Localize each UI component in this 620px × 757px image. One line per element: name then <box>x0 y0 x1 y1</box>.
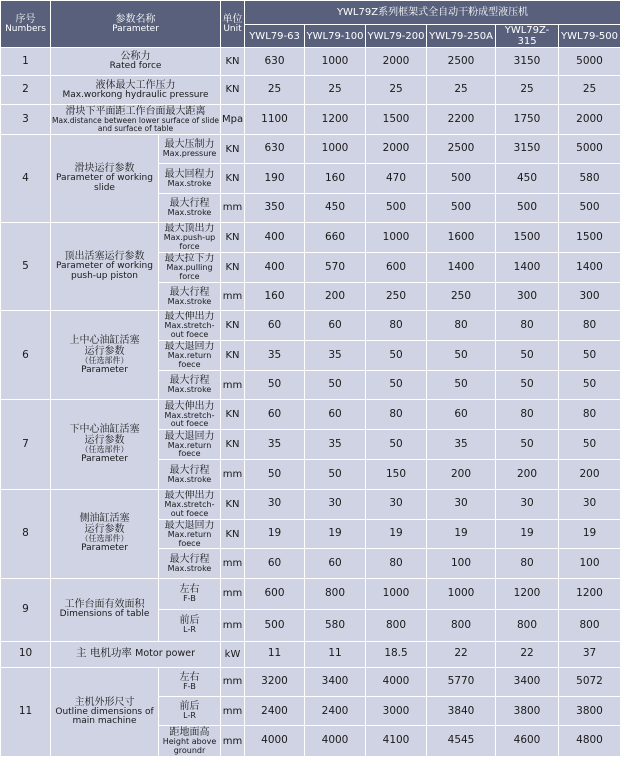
value-cell: 50 <box>305 371 366 400</box>
value-cell: 19 <box>245 519 305 549</box>
value-cell: 1750 <box>496 104 559 134</box>
value-cell: 500 <box>427 193 496 222</box>
unit-cell: mm <box>221 282 245 310</box>
value-cell: 50 <box>559 371 620 400</box>
unit-cell: KN <box>221 489 245 519</box>
value-cell: 25 <box>496 76 559 104</box>
value-cell: 190 <box>245 164 305 193</box>
value-cell: 3200 <box>245 667 305 696</box>
value-cell: 500 <box>559 193 620 222</box>
unit-cell: KN <box>221 311 245 341</box>
value-cell: 580 <box>559 164 620 193</box>
value-cell: 400 <box>245 222 305 252</box>
value-cell: 100 <box>427 549 496 578</box>
value-cell: 160 <box>305 164 366 193</box>
subparam-cell: 最大退回力 Max.return foece <box>159 519 221 549</box>
value-cell: 60 <box>245 311 305 341</box>
value-cell: 22 <box>427 641 496 667</box>
unit-cell: KN <box>221 252 245 282</box>
table-row <box>1 400 620 430</box>
unit-cell: mm <box>221 726 245 757</box>
value-cell: 3800 <box>559 697 620 726</box>
value-cell: 50 <box>496 430 559 460</box>
value-cell: 3000 <box>366 697 427 726</box>
value-cell: 580 <box>305 610 366 641</box>
value-cell: 500 <box>245 610 305 641</box>
value-cell: 80 <box>366 549 427 578</box>
subparam-cell: 前后 L-R <box>159 697 221 726</box>
value-cell: 80 <box>496 311 559 341</box>
value-cell: 1400 <box>496 252 559 282</box>
value-cell: 35 <box>245 430 305 460</box>
param-cell: 滑块下平面距工作台面最大距离 Max.distance between lower surface of slide and surface of table <box>52 105 219 133</box>
value-cell: 600 <box>366 252 427 282</box>
row-number: 4 <box>1 135 51 223</box>
subparam-cell: 左右 F-B <box>159 667 221 696</box>
value-cell: 300 <box>496 282 559 310</box>
subparam-cell: 最大顶出力 Max.push-up force <box>159 222 221 252</box>
value-cell: 1000 <box>305 48 366 76</box>
value-cell: 2000 <box>366 135 427 164</box>
unit-cell: KN <box>221 164 245 193</box>
value-cell: 1200 <box>559 578 620 609</box>
unit-cell: mm <box>221 697 245 726</box>
value-cell: 50 <box>245 460 305 489</box>
unit-cell: KN <box>221 400 245 430</box>
value-cell: 5000 <box>559 48 620 76</box>
value-cell: 3150 <box>496 48 559 76</box>
row-number: 2 <box>1 76 51 104</box>
value-cell: 1400 <box>559 252 620 282</box>
value-cell: 50 <box>559 430 620 460</box>
value-cell: 30 <box>559 489 620 519</box>
value-cell: 50 <box>427 341 496 371</box>
value-cell: 450 <box>305 193 366 222</box>
value-cell: 470 <box>366 164 427 193</box>
table-row <box>1 76 620 104</box>
value-cell: 3840 <box>427 697 496 726</box>
value-cell: 3400 <box>305 667 366 696</box>
value-cell: 100 <box>559 549 620 578</box>
subparam-cell: 距地面高 Height above groundr <box>159 726 221 757</box>
value-cell: 60 <box>245 549 305 578</box>
unit-cell: KN <box>221 76 245 104</box>
value-cell: 160 <box>245 282 305 310</box>
value-cell: 800 <box>305 578 366 609</box>
value-cell: 200 <box>305 282 366 310</box>
subparam-cell: 最大拉下力 Max.pulling force <box>159 252 221 282</box>
table-row <box>1 222 620 252</box>
value-cell: 4100 <box>366 726 427 757</box>
value-cell: 5770 <box>427 667 496 696</box>
value-cell: 3400 <box>496 667 559 696</box>
value-cell: 630 <box>245 48 305 76</box>
unit-cell: KN <box>221 430 245 460</box>
value-cell: 630 <box>245 135 305 164</box>
row-number: 3 <box>1 104 51 134</box>
row-number: 8 <box>1 489 51 578</box>
row-number: 10 <box>1 641 51 667</box>
unit-cell: Mpa <box>221 104 245 134</box>
value-cell: 660 <box>305 222 366 252</box>
value-cell: 19 <box>496 519 559 549</box>
param-cell: 滑块运行参数 Parameter of working slide <box>51 135 159 223</box>
param-cell: 侧油缸活塞 运行参数 （任选部件） Parameter <box>51 489 159 578</box>
value-cell: 22 <box>496 641 559 667</box>
value-cell: 19 <box>305 519 366 549</box>
value-cell: 11 <box>305 641 366 667</box>
subparam-cell: 最大压制力 Max.pressure <box>159 135 221 164</box>
value-cell: 80 <box>366 400 427 430</box>
value-cell: 18.5 <box>366 641 427 667</box>
value-cell: 60 <box>305 400 366 430</box>
value-cell: 800 <box>427 610 496 641</box>
value-cell: 25 <box>366 76 427 104</box>
unit-cell: kW <box>221 641 245 667</box>
header-unit: 单位 Unit <box>221 1 245 48</box>
subparam-cell: 最大退回力 Max.return foece <box>159 430 221 460</box>
unit-cell: mm <box>221 371 245 400</box>
row-number: 1 <box>1 48 51 76</box>
value-cell: 30 <box>305 489 366 519</box>
param-cell: 液体最大工作压力 Max.workong hydraulic pressure <box>51 76 221 104</box>
value-cell: 250 <box>366 282 427 310</box>
value-cell: 50 <box>245 371 305 400</box>
value-cell: 50 <box>305 460 366 489</box>
subparam-cell: 最大伸出力 Max.stretch-out foece <box>159 489 221 519</box>
param-cell: 下中心油缸活塞 运行参数 （任选部件） Parameter <box>51 400 159 489</box>
value-cell: 1400 <box>427 252 496 282</box>
value-cell: 500 <box>496 193 559 222</box>
value-cell: 450 <box>496 164 559 193</box>
value-cell: 800 <box>496 610 559 641</box>
unit-cell: mm <box>221 460 245 489</box>
value-cell: 60 <box>427 400 496 430</box>
header-parameter: 参数名称 Parameter <box>51 1 221 48</box>
value-cell: 800 <box>559 610 620 641</box>
value-cell: 80 <box>366 311 427 341</box>
value-cell: 19 <box>427 519 496 549</box>
value-cell: 80 <box>427 311 496 341</box>
value-cell: 50 <box>366 430 427 460</box>
value-cell: 2000 <box>559 104 620 134</box>
value-cell: 570 <box>305 252 366 282</box>
value-cell: 500 <box>427 164 496 193</box>
value-cell: 60 <box>245 400 305 430</box>
subparam-cell: 最大伸出力 Max.stretch-out foece <box>159 311 221 341</box>
value-cell: 150 <box>366 460 427 489</box>
value-cell: 300 <box>559 282 620 310</box>
value-cell: 1500 <box>559 222 620 252</box>
value-cell: 400 <box>245 252 305 282</box>
value-cell: 30 <box>245 489 305 519</box>
unit-cell: mm <box>221 667 245 696</box>
subparam-cell: 前后 L-R <box>159 610 221 641</box>
value-cell: 1000 <box>366 222 427 252</box>
header-model: YWL79-500 <box>559 25 620 48</box>
param-cell: 上中心油缸活塞 运行参数 （任选部件） Parameter <box>51 311 159 400</box>
value-cell: 50 <box>559 341 620 371</box>
param-cell: 主机外形尺寸 Outline dimensions of main machine <box>51 667 159 756</box>
value-cell: 50 <box>366 341 427 371</box>
param-cell: 顶出活塞运行参数 Parameter of working push-up piston <box>51 222 159 310</box>
value-cell: 5000 <box>559 135 620 164</box>
value-cell: 1500 <box>366 104 427 134</box>
value-cell: 11 <box>245 641 305 667</box>
value-cell: 80 <box>496 400 559 430</box>
header-model: YWL79-63 <box>245 25 305 48</box>
value-cell: 1000 <box>366 578 427 609</box>
subparam-cell: 最大行程 Max.stroke <box>159 460 221 489</box>
value-cell: 2400 <box>305 697 366 726</box>
value-cell: 4600 <box>496 726 559 757</box>
value-cell: 200 <box>496 460 559 489</box>
value-cell: 80 <box>559 311 620 341</box>
value-cell: 200 <box>427 460 496 489</box>
value-cell: 30 <box>366 489 427 519</box>
value-cell: 2000 <box>366 48 427 76</box>
value-cell: 19 <box>559 519 620 549</box>
value-cell: 30 <box>427 489 496 519</box>
value-cell: 25 <box>427 76 496 104</box>
value-cell: 50 <box>366 371 427 400</box>
table-row <box>1 135 620 164</box>
value-cell: 1600 <box>427 222 496 252</box>
value-cell: 35 <box>427 430 496 460</box>
value-cell: 50 <box>427 371 496 400</box>
value-cell: 1200 <box>496 578 559 609</box>
value-cell: 50 <box>496 341 559 371</box>
table-row <box>1 104 620 134</box>
value-cell: 600 <box>245 578 305 609</box>
value-cell: 1000 <box>305 135 366 164</box>
value-cell: 2400 <box>245 697 305 726</box>
unit-cell: KN <box>221 222 245 252</box>
value-cell: 80 <box>559 400 620 430</box>
value-cell: 4545 <box>427 726 496 757</box>
value-cell: 200 <box>559 460 620 489</box>
value-cell: 3800 <box>496 697 559 726</box>
row-number: 6 <box>1 311 51 400</box>
value-cell: 35 <box>305 430 366 460</box>
value-cell: 60 <box>305 311 366 341</box>
header-series-title: YWL79Z系列框架式全自动干粉成型液压机 <box>245 1 620 25</box>
value-cell: 19 <box>366 519 427 549</box>
value-cell: 4000 <box>245 726 305 757</box>
subparam-cell: 最大行程 Max.stroke <box>159 549 221 578</box>
value-cell: 1200 <box>305 104 366 134</box>
value-cell: 50 <box>496 371 559 400</box>
value-cell: 35 <box>305 341 366 371</box>
table-row <box>1 667 620 696</box>
subparam-cell: 最大行程 Max.stroke <box>159 193 221 222</box>
table-row <box>1 578 620 609</box>
header-model: YWL79-100 <box>305 25 366 48</box>
value-cell: 500 <box>366 193 427 222</box>
value-cell: 3150 <box>496 135 559 164</box>
unit-cell: mm <box>221 193 245 222</box>
subparam-cell: 最大回程力 Max.stroke <box>159 164 221 193</box>
value-cell: 1100 <box>245 104 305 134</box>
value-cell: 350 <box>245 193 305 222</box>
unit-cell: mm <box>221 610 245 641</box>
unit-cell: KN <box>221 519 245 549</box>
header-model: YWL79-200 <box>366 25 427 48</box>
header-model: YWL79Z-315 <box>496 25 559 48</box>
value-cell: 4000 <box>366 667 427 696</box>
value-cell: 1000 <box>427 578 496 609</box>
value-cell: 35 <box>245 341 305 371</box>
header-model: YWL79-250A <box>427 25 496 48</box>
value-cell: 250 <box>427 282 496 310</box>
param-cell: 工作台面有效面积 Dimensions of table <box>51 578 159 641</box>
value-cell: 800 <box>366 610 427 641</box>
value-cell: 30 <box>496 489 559 519</box>
row-number: 5 <box>1 222 51 310</box>
value-cell: 25 <box>245 76 305 104</box>
table-row <box>1 489 620 519</box>
value-cell: 2500 <box>427 135 496 164</box>
subparam-cell: 左右 F-B <box>159 578 221 609</box>
value-cell: 2200 <box>427 104 496 134</box>
row-number: 9 <box>1 578 51 641</box>
header-number: 序号 Numbers <box>1 1 51 48</box>
value-cell: 5072 <box>559 667 620 696</box>
subparam-cell: 最大行程 Max.stroke <box>159 371 221 400</box>
unit-cell: mm <box>221 549 245 578</box>
table-row <box>1 311 620 341</box>
value-cell: 25 <box>305 76 366 104</box>
value-cell: 2500 <box>427 48 496 76</box>
subparam-cell: 最大行程 Max.stroke <box>159 282 221 310</box>
table-row <box>1 641 620 667</box>
unit-cell: KN <box>221 341 245 371</box>
value-cell: 25 <box>559 76 620 104</box>
subparam-cell: 最大伸出力 Max.stretch-out foece <box>159 400 221 430</box>
subparam-cell: 最大退回力 Max.return foece <box>159 341 221 371</box>
value-cell: 60 <box>305 549 366 578</box>
param-cell: 主 电机功率 Motor power <box>51 641 221 667</box>
value-cell: 37 <box>559 641 620 667</box>
value-cell: 80 <box>496 549 559 578</box>
value-cell: 1500 <box>496 222 559 252</box>
param-cell: 公称力 Rated force <box>51 48 221 76</box>
value-cell: 4000 <box>305 726 366 757</box>
row-number: 7 <box>1 400 51 489</box>
unit-cell: KN <box>221 48 245 76</box>
unit-cell: KN <box>221 135 245 164</box>
value-cell: 4800 <box>559 726 620 757</box>
unit-cell: mm <box>221 578 245 609</box>
table-row <box>1 48 620 76</box>
row-number: 11 <box>1 667 51 756</box>
